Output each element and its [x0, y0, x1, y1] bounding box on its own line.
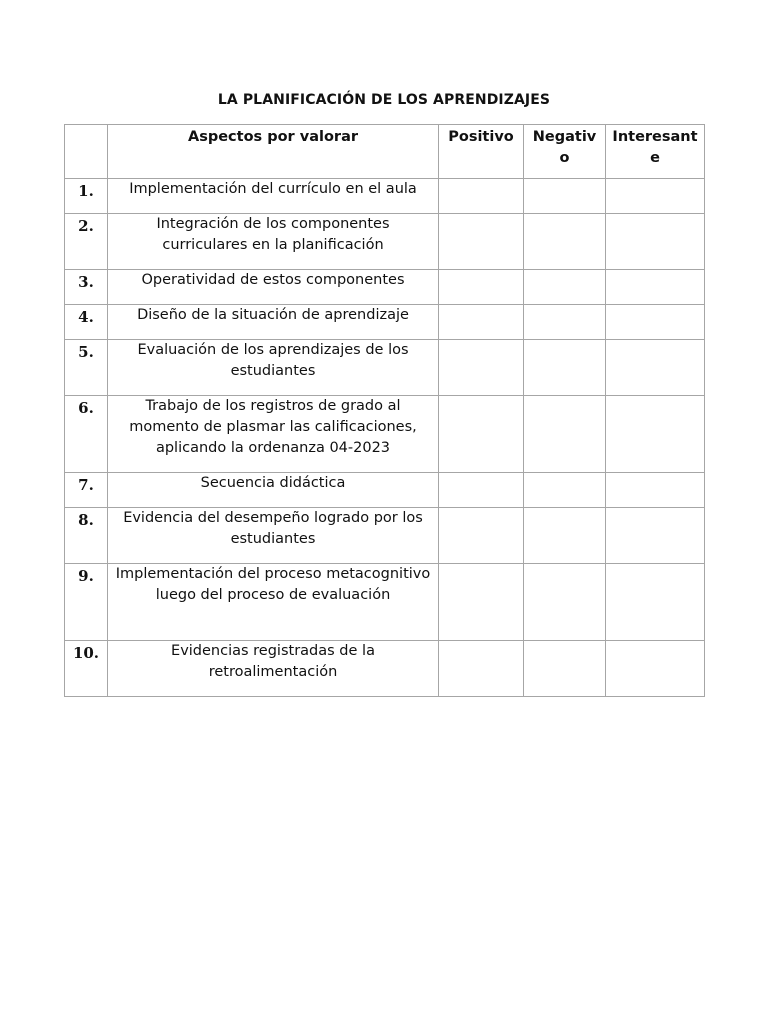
- table-row: [65, 270, 705, 305]
- cell-interesting: [606, 340, 705, 396]
- cell-negative: [524, 473, 606, 508]
- header-interesting: Interesante: [606, 125, 705, 179]
- table-row: [65, 473, 705, 508]
- cell-interesting: [606, 214, 705, 270]
- evaluation-table: [64, 124, 705, 697]
- cell-interesting: [606, 270, 705, 305]
- row-aspect: Evidencia del desempeño logrado por los estudiantes: [108, 508, 439, 564]
- cell-positive: [439, 214, 524, 270]
- cell-positive: [439, 508, 524, 564]
- row-number: 2.: [65, 214, 108, 270]
- cell-interesting: [606, 305, 705, 340]
- cell-positive: [439, 305, 524, 340]
- cell-interesting: [606, 508, 705, 564]
- header-aspects: Aspectos por valorar: [108, 125, 439, 179]
- row-number: 3.: [65, 270, 108, 305]
- document-title: LA PLANIFICACIÓN DE LOS APRENDIZAJES: [217, 92, 551, 108]
- row-number: 1.: [65, 179, 108, 214]
- cell-interesting: [606, 396, 705, 473]
- row-aspect: Trabajo de los registros de grado al momento de plasmar las calificaciones, aplicando la ordenanza 04-2023: [108, 396, 439, 473]
- table-row: [65, 214, 705, 270]
- cell-negative: [524, 396, 606, 473]
- row-number: 10.: [65, 641, 108, 697]
- table-row: [65, 508, 705, 564]
- row-aspect: Implementación del currículo en el aula: [108, 179, 439, 214]
- cell-positive: [439, 270, 524, 305]
- row-number: 5.: [65, 340, 108, 396]
- row-number: 8.: [65, 508, 108, 564]
- cell-positive: [439, 641, 524, 697]
- cell-negative: [524, 340, 606, 396]
- table-row: [65, 641, 705, 697]
- header-number: [65, 125, 108, 179]
- row-number: 4.: [65, 305, 108, 340]
- cell-negative: [524, 508, 606, 564]
- row-aspect: Implementación del proceso metacognitivo luego del proceso de evaluación: [108, 564, 439, 641]
- cell-positive: [439, 564, 524, 641]
- cell-positive: [439, 473, 524, 508]
- table-row: [65, 305, 705, 340]
- cell-interesting: [606, 564, 705, 641]
- cell-negative: [524, 305, 606, 340]
- table-row: [65, 396, 705, 473]
- row-number: 9.: [65, 564, 108, 641]
- row-aspect: Integración de los componentes curriculares en la planificación: [108, 214, 439, 270]
- row-aspect: Secuencia didáctica: [108, 473, 439, 508]
- table-row: [65, 564, 705, 641]
- cell-positive: [439, 340, 524, 396]
- cell-negative: [524, 179, 606, 214]
- cell-interesting: [606, 641, 705, 697]
- row-aspect: Evidencias registradas de la retroalimentación: [108, 641, 439, 697]
- cell-negative: [524, 270, 606, 305]
- table-row: [65, 179, 705, 214]
- cell-negative: [524, 564, 606, 641]
- cell-interesting: [606, 473, 705, 508]
- row-aspect: Diseño de la situación de aprendizaje: [108, 305, 439, 340]
- cell-positive: [439, 179, 524, 214]
- table-row: [65, 340, 705, 396]
- row-number: 6.: [65, 396, 108, 473]
- row-number: 7.: [65, 473, 108, 508]
- cell-positive: [439, 396, 524, 473]
- table-header-row: [65, 125, 705, 179]
- row-aspect: Operatividad de estos componentes: [108, 270, 439, 305]
- row-aspect: Evaluación de los aprendizajes de los estudiantes: [108, 340, 439, 396]
- cell-negative: [524, 641, 606, 697]
- cell-interesting: [606, 179, 705, 214]
- cell-negative: [524, 214, 606, 270]
- header-positive: Positivo: [439, 125, 524, 179]
- header-negative: Negativo: [524, 125, 606, 179]
